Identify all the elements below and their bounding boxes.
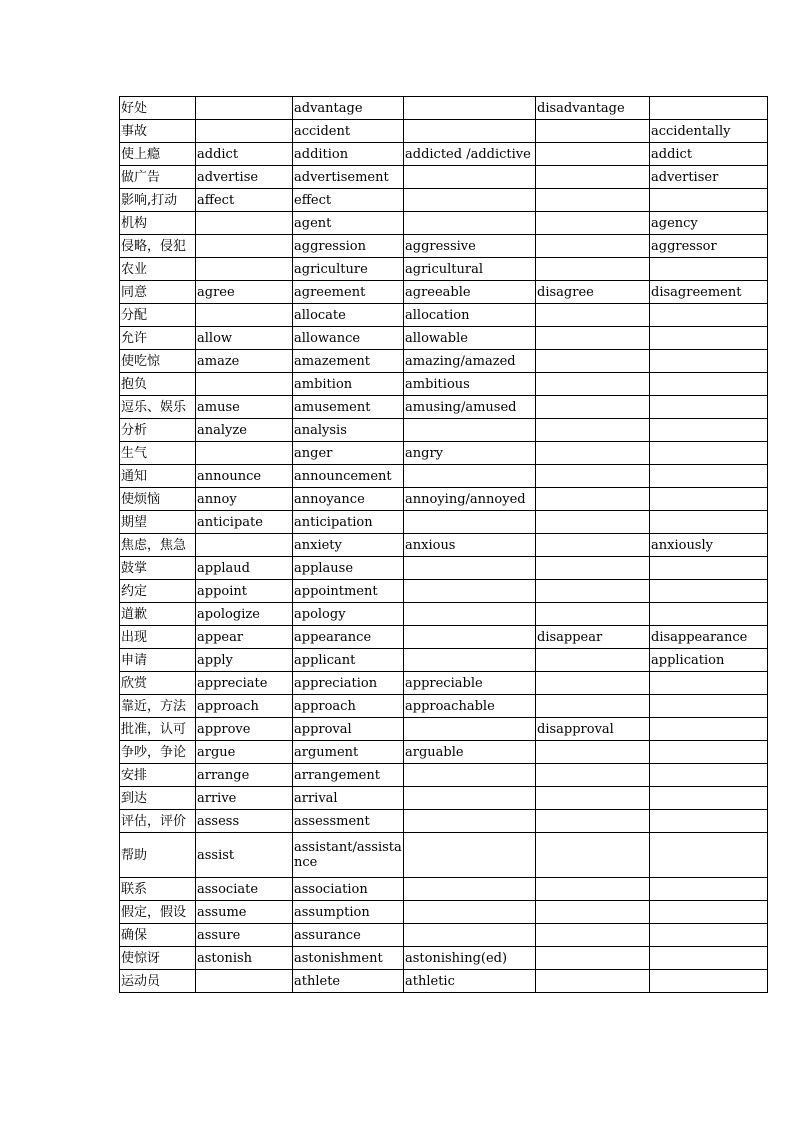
verb-cell	[196, 970, 293, 993]
chinese-meaning-cell: 机构	[120, 212, 196, 235]
chinese-meaning-cell: 假定，假设	[120, 901, 196, 924]
antonym-cell	[536, 810, 650, 833]
related-form-cell	[650, 350, 768, 373]
table-row	[120, 304, 768, 327]
related-form-cell: disagreement	[650, 281, 768, 304]
noun-cell: apology	[293, 603, 404, 626]
antonym-cell: disappear	[536, 626, 650, 649]
adjective-cell: arguable	[404, 741, 536, 764]
adjective-cell: angry	[404, 442, 536, 465]
chinese-meaning-cell: 农业	[120, 258, 196, 281]
antonym-cell	[536, 258, 650, 281]
noun-cell: accident	[293, 120, 404, 143]
adjective-cell: allocation	[404, 304, 536, 327]
adjective-cell: athletic	[404, 970, 536, 993]
adjective-cell: aggressive	[404, 235, 536, 258]
noun-cell: assistant/assistance	[293, 833, 404, 878]
noun-cell: anxiety	[293, 534, 404, 557]
related-form-cell: anxiously	[650, 534, 768, 557]
related-form-cell	[650, 741, 768, 764]
chinese-meaning-cell: 争吵，争论	[120, 741, 196, 764]
adjective-cell	[404, 603, 536, 626]
verb-cell: arrive	[196, 787, 293, 810]
adjective-cell	[404, 878, 536, 901]
adjective-cell: agricultural	[404, 258, 536, 281]
related-form-cell	[650, 878, 768, 901]
antonym-cell	[536, 235, 650, 258]
related-form-cell	[650, 511, 768, 534]
noun-cell: appointment	[293, 580, 404, 603]
table-row	[120, 465, 768, 488]
table-row	[120, 419, 768, 442]
antonym-cell	[536, 511, 650, 534]
antonym-cell	[536, 557, 650, 580]
chinese-meaning-cell: 批准，认可	[120, 718, 196, 741]
related-form-cell	[650, 442, 768, 465]
verb-cell: apologize	[196, 603, 293, 626]
adjective-cell	[404, 924, 536, 947]
antonym-cell	[536, 143, 650, 166]
related-form-cell	[650, 373, 768, 396]
antonym-cell	[536, 442, 650, 465]
adjective-cell: allowable	[404, 327, 536, 350]
adjective-cell	[404, 212, 536, 235]
noun-cell: aggression	[293, 235, 404, 258]
noun-cell: association	[293, 878, 404, 901]
chinese-meaning-cell: 联系	[120, 878, 196, 901]
verb-cell: assist	[196, 833, 293, 878]
table-row	[120, 878, 768, 901]
table-row	[120, 350, 768, 373]
verb-cell	[196, 97, 293, 120]
noun-cell: athlete	[293, 970, 404, 993]
adjective-cell	[404, 764, 536, 787]
noun-cell: assumption	[293, 901, 404, 924]
related-form-cell: accidentally	[650, 120, 768, 143]
adjective-cell	[404, 511, 536, 534]
chinese-meaning-cell: 允许	[120, 327, 196, 350]
antonym-cell	[536, 534, 650, 557]
antonym-cell	[536, 741, 650, 764]
verb-cell	[196, 212, 293, 235]
vocabulary-table-body	[120, 97, 768, 993]
antonym-cell: disadvantage	[536, 97, 650, 120]
adjective-cell	[404, 810, 536, 833]
verb-cell: associate	[196, 878, 293, 901]
antonym-cell	[536, 396, 650, 419]
verb-cell	[196, 120, 293, 143]
adjective-cell	[404, 718, 536, 741]
related-form-cell	[650, 580, 768, 603]
chinese-meaning-cell: 鼓掌	[120, 557, 196, 580]
adjective-cell: agreeable	[404, 281, 536, 304]
noun-cell: annoyance	[293, 488, 404, 511]
antonym-cell	[536, 901, 650, 924]
adjective-cell	[404, 626, 536, 649]
chinese-meaning-cell: 欣赏	[120, 672, 196, 695]
table-row	[120, 695, 768, 718]
table-row	[120, 166, 768, 189]
related-form-cell	[650, 488, 768, 511]
adjective-cell: anxious	[404, 534, 536, 557]
related-form-cell	[650, 419, 768, 442]
table-row	[120, 580, 768, 603]
noun-cell: assurance	[293, 924, 404, 947]
chinese-meaning-cell: 通知	[120, 465, 196, 488]
table-row	[120, 810, 768, 833]
noun-cell: anticipation	[293, 511, 404, 534]
antonym-cell	[536, 580, 650, 603]
table-row	[120, 488, 768, 511]
verb-cell: analyze	[196, 419, 293, 442]
verb-cell: argue	[196, 741, 293, 764]
related-form-cell	[650, 258, 768, 281]
noun-cell: applause	[293, 557, 404, 580]
verb-cell	[196, 258, 293, 281]
chinese-meaning-cell: 分析	[120, 419, 196, 442]
noun-cell: analysis	[293, 419, 404, 442]
chinese-meaning-cell: 做广告	[120, 166, 196, 189]
chinese-meaning-cell: 侵略，侵犯	[120, 235, 196, 258]
verb-cell: applaud	[196, 557, 293, 580]
antonym-cell	[536, 166, 650, 189]
table-row	[120, 741, 768, 764]
noun-cell: announcement	[293, 465, 404, 488]
antonym-cell	[536, 304, 650, 327]
chinese-meaning-cell: 使上瘾	[120, 143, 196, 166]
table-row	[120, 718, 768, 741]
adjective-cell: annoying/annoyed	[404, 488, 536, 511]
verb-cell: allow	[196, 327, 293, 350]
noun-cell: advantage	[293, 97, 404, 120]
verb-cell: approach	[196, 695, 293, 718]
antonym-cell	[536, 189, 650, 212]
verb-cell: astonish	[196, 947, 293, 970]
table-row	[120, 970, 768, 993]
chinese-meaning-cell: 同意	[120, 281, 196, 304]
related-form-cell	[650, 901, 768, 924]
vocabulary-table	[119, 96, 768, 993]
related-form-cell: advertiser	[650, 166, 768, 189]
verb-cell: announce	[196, 465, 293, 488]
chinese-meaning-cell: 运动员	[120, 970, 196, 993]
table-row	[120, 258, 768, 281]
chinese-meaning-cell: 安排	[120, 764, 196, 787]
noun-cell: argument	[293, 741, 404, 764]
verb-cell: assume	[196, 901, 293, 924]
noun-cell: assessment	[293, 810, 404, 833]
noun-cell: ambition	[293, 373, 404, 396]
noun-cell: applicant	[293, 649, 404, 672]
chinese-meaning-cell: 确保	[120, 924, 196, 947]
related-form-cell	[650, 718, 768, 741]
adjective-cell	[404, 580, 536, 603]
noun-cell: effect	[293, 189, 404, 212]
related-form-cell: disappearance	[650, 626, 768, 649]
antonym-cell	[536, 419, 650, 442]
related-form-cell: agency	[650, 212, 768, 235]
noun-cell: arrival	[293, 787, 404, 810]
noun-cell: amazement	[293, 350, 404, 373]
chinese-meaning-cell: 评估，评价	[120, 810, 196, 833]
adjective-cell	[404, 649, 536, 672]
verb-cell	[196, 373, 293, 396]
related-form-cell	[650, 970, 768, 993]
noun-cell: arrangement	[293, 764, 404, 787]
adjective-cell	[404, 120, 536, 143]
verb-cell: arrange	[196, 764, 293, 787]
chinese-meaning-cell: 分配	[120, 304, 196, 327]
antonym-cell	[536, 603, 650, 626]
chinese-meaning-cell: 好处	[120, 97, 196, 120]
chinese-meaning-cell: 使惊讶	[120, 947, 196, 970]
verb-cell	[196, 235, 293, 258]
verb-cell: assess	[196, 810, 293, 833]
table-row	[120, 235, 768, 258]
antonym-cell	[536, 695, 650, 718]
related-form-cell	[650, 97, 768, 120]
chinese-meaning-cell: 约定	[120, 580, 196, 603]
table-row	[120, 833, 768, 878]
table-row	[120, 901, 768, 924]
antonym-cell	[536, 212, 650, 235]
antonym-cell	[536, 672, 650, 695]
verb-cell: appoint	[196, 580, 293, 603]
verb-cell	[196, 442, 293, 465]
table-row	[120, 557, 768, 580]
table-row	[120, 396, 768, 419]
noun-cell: advertisement	[293, 166, 404, 189]
verb-cell	[196, 534, 293, 557]
adjective-cell: ambitious	[404, 373, 536, 396]
antonym-cell	[536, 649, 650, 672]
antonym-cell: disapproval	[536, 718, 650, 741]
related-form-cell	[650, 764, 768, 787]
chinese-meaning-cell: 靠近，方法	[120, 695, 196, 718]
related-form-cell: aggressor	[650, 235, 768, 258]
chinese-meaning-cell: 帮助	[120, 833, 196, 878]
noun-cell: agreement	[293, 281, 404, 304]
chinese-meaning-cell: 申请	[120, 649, 196, 672]
chinese-meaning-cell: 焦虑，焦急	[120, 534, 196, 557]
adjective-cell	[404, 419, 536, 442]
verb-cell: addict	[196, 143, 293, 166]
noun-cell: allocate	[293, 304, 404, 327]
adjective-cell	[404, 465, 536, 488]
adjective-cell	[404, 166, 536, 189]
table-row	[120, 511, 768, 534]
table-row	[120, 212, 768, 235]
related-form-cell	[650, 672, 768, 695]
related-form-cell	[650, 304, 768, 327]
verb-cell: appreciate	[196, 672, 293, 695]
table-row	[120, 120, 768, 143]
related-form-cell	[650, 396, 768, 419]
table-row	[120, 373, 768, 396]
adjective-cell: appreciable	[404, 672, 536, 695]
noun-cell: amusement	[293, 396, 404, 419]
antonym-cell: disagree	[536, 281, 650, 304]
adjective-cell: approachable	[404, 695, 536, 718]
verb-cell: approve	[196, 718, 293, 741]
verb-cell: assure	[196, 924, 293, 947]
verb-cell: amaze	[196, 350, 293, 373]
table-row	[120, 534, 768, 557]
noun-cell: agriculture	[293, 258, 404, 281]
adjective-cell	[404, 189, 536, 212]
related-form-cell	[650, 695, 768, 718]
noun-cell: appearance	[293, 626, 404, 649]
antonym-cell	[536, 764, 650, 787]
adjective-cell: astonishing(ed)	[404, 947, 536, 970]
noun-cell: agent	[293, 212, 404, 235]
antonym-cell	[536, 787, 650, 810]
adjective-cell	[404, 557, 536, 580]
verb-cell: advertise	[196, 166, 293, 189]
antonym-cell	[536, 947, 650, 970]
antonym-cell	[536, 373, 650, 396]
antonym-cell	[536, 970, 650, 993]
related-form-cell	[650, 833, 768, 878]
table-row	[120, 327, 768, 350]
verb-cell: annoy	[196, 488, 293, 511]
table-row	[120, 189, 768, 212]
noun-cell: approval	[293, 718, 404, 741]
table-row	[120, 143, 768, 166]
table-row	[120, 672, 768, 695]
adjective-cell: amazing/amazed	[404, 350, 536, 373]
related-form-cell	[650, 189, 768, 212]
antonym-cell	[536, 924, 650, 947]
verb-cell: affect	[196, 189, 293, 212]
table-row	[120, 764, 768, 787]
noun-cell: allowance	[293, 327, 404, 350]
chinese-meaning-cell: 影响,打动	[120, 189, 196, 212]
related-form-cell	[650, 327, 768, 350]
adjective-cell	[404, 787, 536, 810]
antonym-cell	[536, 350, 650, 373]
noun-cell: anger	[293, 442, 404, 465]
related-form-cell	[650, 787, 768, 810]
adjective-cell	[404, 97, 536, 120]
table-row	[120, 442, 768, 465]
chinese-meaning-cell: 逗乐、娱乐	[120, 396, 196, 419]
antonym-cell	[536, 878, 650, 901]
table-row	[120, 787, 768, 810]
chinese-meaning-cell: 使吃惊	[120, 350, 196, 373]
verb-cell: amuse	[196, 396, 293, 419]
chinese-meaning-cell: 道歉	[120, 603, 196, 626]
verb-cell: apply	[196, 649, 293, 672]
antonym-cell	[536, 120, 650, 143]
antonym-cell	[536, 833, 650, 878]
table-row	[120, 281, 768, 304]
noun-cell: approach	[293, 695, 404, 718]
verb-cell: appear	[196, 626, 293, 649]
related-form-cell: addict	[650, 143, 768, 166]
related-form-cell: application	[650, 649, 768, 672]
noun-cell: appreciation	[293, 672, 404, 695]
table-row	[120, 626, 768, 649]
antonym-cell	[536, 465, 650, 488]
related-form-cell	[650, 465, 768, 488]
related-form-cell	[650, 557, 768, 580]
antonym-cell	[536, 327, 650, 350]
table-row	[120, 947, 768, 970]
related-form-cell	[650, 947, 768, 970]
adjective-cell: addicted /addictive	[404, 143, 536, 166]
adjective-cell: amusing/amused	[404, 396, 536, 419]
related-form-cell	[650, 810, 768, 833]
table-row	[120, 924, 768, 947]
chinese-meaning-cell: 到达	[120, 787, 196, 810]
adjective-cell	[404, 833, 536, 878]
noun-cell: addition	[293, 143, 404, 166]
related-form-cell	[650, 603, 768, 626]
chinese-meaning-cell: 使烦恼	[120, 488, 196, 511]
adjective-cell	[404, 901, 536, 924]
chinese-meaning-cell: 出现	[120, 626, 196, 649]
verb-cell: anticipate	[196, 511, 293, 534]
verb-cell: agree	[196, 281, 293, 304]
chinese-meaning-cell: 期望	[120, 511, 196, 534]
chinese-meaning-cell: 抱负	[120, 373, 196, 396]
chinese-meaning-cell: 事故	[120, 120, 196, 143]
table-row	[120, 97, 768, 120]
table-row	[120, 649, 768, 672]
chinese-meaning-cell: 生气	[120, 442, 196, 465]
noun-cell: astonishment	[293, 947, 404, 970]
antonym-cell	[536, 488, 650, 511]
verb-cell	[196, 304, 293, 327]
table-row	[120, 603, 768, 626]
related-form-cell	[650, 924, 768, 947]
